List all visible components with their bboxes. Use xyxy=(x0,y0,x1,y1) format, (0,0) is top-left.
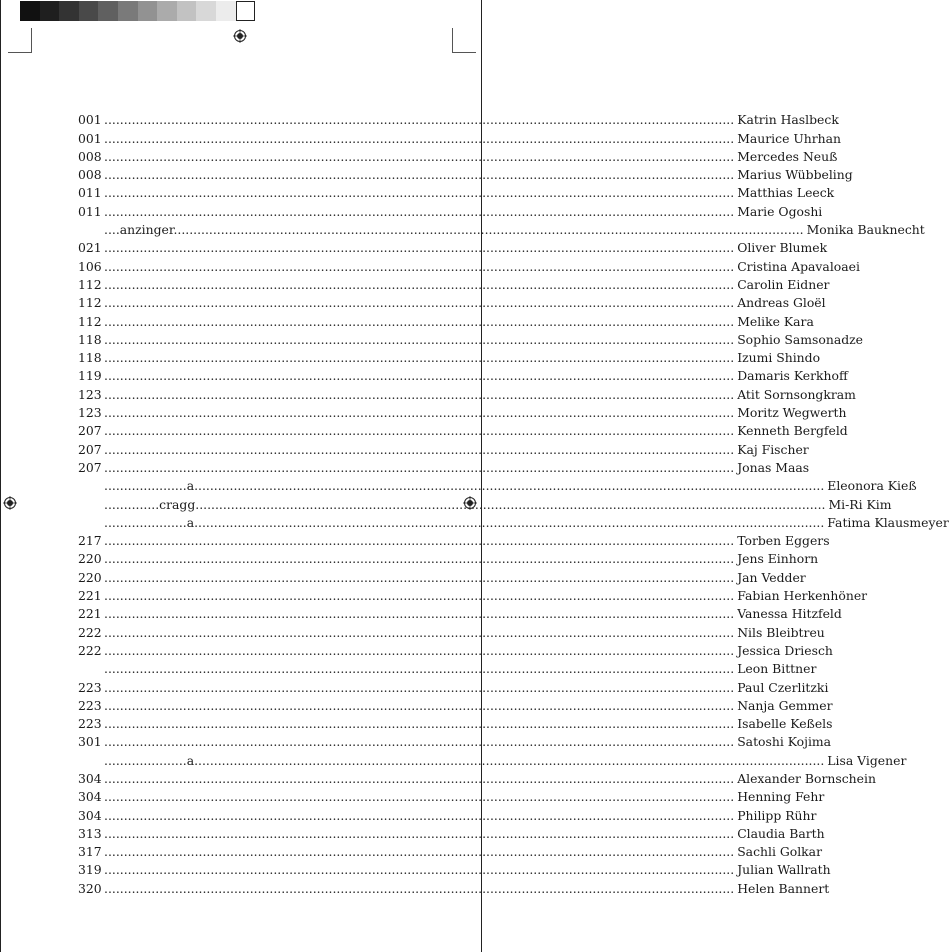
list-item xyxy=(78,731,832,750)
list-item xyxy=(78,621,825,640)
list-item xyxy=(78,127,842,146)
dot-leader: ................................................................................................................................................................ xyxy=(104,130,735,146)
calibration-swatch xyxy=(177,1,197,21)
entry-name: Maurice Uhrhan xyxy=(737,130,842,146)
crop-mark-top-right-h xyxy=(452,52,476,53)
dot-leader: ................................................................................................................................................................ xyxy=(104,569,735,585)
entry-fragment: anzinger xyxy=(119,222,174,238)
list-item xyxy=(78,530,830,549)
list-item xyxy=(78,255,860,274)
entry-number: 106 xyxy=(78,258,102,274)
list-item xyxy=(78,420,848,439)
entry-fragment: a xyxy=(186,514,195,530)
dot-leader: ................................................................................................................................................................ xyxy=(104,167,735,183)
entry-number: 011 xyxy=(78,203,102,219)
calibration-swatch xyxy=(157,1,177,21)
dot-leader: ................................................................................................................................................................ xyxy=(104,276,735,292)
entry-number: 011 xyxy=(78,185,102,201)
entry-number: 319 xyxy=(78,862,102,878)
list-item xyxy=(78,164,853,183)
color-calibration-strip xyxy=(20,1,255,21)
list-item xyxy=(78,658,817,677)
dot-leader: .....................a................................................................................................................................................................ xyxy=(104,478,825,494)
entry-name: Izumi Shindo xyxy=(737,350,821,366)
entry-name: Helen Bannert xyxy=(737,880,830,896)
list-item xyxy=(78,877,830,896)
entry-number: 301 xyxy=(78,734,102,750)
dot-leader: ................................................................................................................................................................ xyxy=(104,606,735,622)
entry-name: Jonas Maas xyxy=(737,459,810,475)
calibration-swatch xyxy=(20,1,40,21)
dot-leader: ................................................................................................................................................................ xyxy=(104,148,735,164)
calibration-swatch xyxy=(98,1,118,21)
entry-number: 304 xyxy=(78,789,102,805)
entry-number: 123 xyxy=(78,386,102,402)
list-item xyxy=(78,310,814,329)
entry-number: 123 xyxy=(78,405,102,421)
list-item xyxy=(78,749,907,768)
entry-name: Oliver Blumek xyxy=(737,240,828,256)
dot-leader: ................................................................................................................................................................ xyxy=(104,789,735,805)
dot-leader: ................................................................................................................................................................ xyxy=(104,441,735,457)
list-item xyxy=(78,274,830,292)
entry-name: Jan Vedder xyxy=(737,569,806,585)
dot-leader: ................................................................................................................................................................ xyxy=(104,313,735,329)
dot-leader: ..............cragg................................................................................................................................................................ xyxy=(104,496,826,512)
dot-leader: ................................................................................................................................................................ xyxy=(104,624,735,640)
crop-mark-top-left-h xyxy=(8,52,32,53)
dot-leader: .....................a................................................................................................................................................................ xyxy=(104,752,825,768)
entry-number: 221 xyxy=(78,606,102,622)
list-item xyxy=(78,585,868,604)
entry-name: Lisa Vigener xyxy=(827,752,907,768)
entry-name: Satoshi Kojima xyxy=(737,734,832,750)
entry-name: Jens Einhorn xyxy=(737,551,819,567)
calibration-swatch xyxy=(40,1,60,21)
list-item xyxy=(78,548,819,567)
dot-leader: ................................................................................................................................................................ xyxy=(104,112,735,128)
list-item xyxy=(78,329,864,347)
dot-leader: ................................................................................................................................................................ xyxy=(104,423,735,439)
entry-number: 119 xyxy=(78,368,102,384)
entry-name: Leon Bittner xyxy=(737,661,817,677)
list-item xyxy=(78,512,949,530)
entry-name: Philipp Rühr xyxy=(737,807,817,823)
page-border-left xyxy=(0,0,1,952)
entry-number: 223 xyxy=(78,697,102,713)
entry-name: Julian Wallrath xyxy=(737,862,831,878)
dot-leader: ................................................................................................................................................................ xyxy=(104,716,735,732)
list-item xyxy=(78,383,856,402)
entry-number: 207 xyxy=(78,441,102,457)
list-item xyxy=(78,438,809,457)
dot-leader: ................................................................................................................................................................ xyxy=(104,880,735,896)
entry-number: 304 xyxy=(78,807,102,823)
dot-leader: ................................................................................................................................................................ xyxy=(104,679,735,695)
dot-leader: ................................................................................................................................................................ xyxy=(104,350,735,366)
entry-name: Sophio Samsonadze xyxy=(737,331,864,347)
entry-number: 320 xyxy=(78,880,102,896)
list-item xyxy=(78,347,821,366)
dot-leader: ................................................................................................................................................................ xyxy=(104,588,735,604)
entry-name: Kaj Fischer xyxy=(737,441,809,457)
dot-leader: ................................................................................................................................................................ xyxy=(104,459,735,475)
dot-leader: ................................................................................................................................................................ xyxy=(104,734,735,750)
entry-name: Nils Bleibtreu xyxy=(737,624,825,640)
registration-mark-left xyxy=(3,496,17,510)
entry-name: Paul Czerlitzki xyxy=(737,679,829,695)
dot-leader: ................................................................................................................................................................ xyxy=(104,405,735,421)
list-item xyxy=(78,713,833,732)
entry-name: Moritz Wegwerth xyxy=(737,405,847,421)
list-item xyxy=(78,566,806,585)
entry-name: Vanessa Hitzfeld xyxy=(737,606,842,622)
entry-name: Kenneth Bergfeld xyxy=(737,423,848,439)
calibration-swatch xyxy=(79,1,99,21)
dot-leader: ................................................................................................................................................................ xyxy=(104,642,735,658)
entry-name: Mercedes Neuß xyxy=(737,148,838,164)
dot-leader: ................................................................................................................................................................ xyxy=(104,203,735,219)
entry-number: 220 xyxy=(78,551,102,567)
dot-leader: ....anzinger................................................................................................................................................................ xyxy=(104,222,804,238)
entry-name: Fabian Herkenhöner xyxy=(737,588,868,604)
calibration-swatch xyxy=(138,1,158,21)
calibration-swatch xyxy=(196,1,216,21)
dot-leader: ................................................................................................................................................................ xyxy=(104,240,735,256)
entry-number: 220 xyxy=(78,569,102,585)
entry-number: 207 xyxy=(78,459,102,475)
entry-number: 223 xyxy=(78,716,102,732)
entry-name: Matthias Leeck xyxy=(737,185,835,201)
dot-leader: ................................................................................................................................................................ xyxy=(104,697,735,713)
entry-name: Eleonora Kieß xyxy=(827,478,917,494)
entry-name: Melike Kara xyxy=(737,313,814,329)
crop-mark-top-left xyxy=(31,28,32,52)
entry-number: 304 xyxy=(78,770,102,786)
dot-leader: ................................................................................................................................................................ xyxy=(104,185,735,201)
entry-number: 207 xyxy=(78,423,102,439)
entry-name: Carolin Eidner xyxy=(737,276,830,292)
entry-name: Henning Fehr xyxy=(737,789,825,805)
entry-number: 008 xyxy=(78,148,102,164)
entry-name: Nanja Gemmer xyxy=(737,697,833,713)
entry-number: 317 xyxy=(78,844,102,860)
entry-number: 221 xyxy=(78,588,102,604)
entry-name: Claudia Barth xyxy=(737,825,825,841)
entry-number: 112 xyxy=(78,295,102,311)
name-index-list xyxy=(78,109,949,896)
entry-name: Fatima Klausmeyer xyxy=(827,514,949,530)
list-item xyxy=(78,676,829,695)
list-item xyxy=(78,804,817,823)
list-item xyxy=(78,603,842,622)
crop-mark-top-right xyxy=(452,28,453,52)
list-item xyxy=(78,109,839,128)
entry-number: 118 xyxy=(78,331,102,347)
entry-number: 313 xyxy=(78,825,102,841)
dot-leader: ................................................................................................................................................................ xyxy=(104,258,735,274)
entry-number: 008 xyxy=(78,167,102,183)
list-item xyxy=(78,237,828,256)
entry-fragment: a xyxy=(186,478,195,494)
list-item xyxy=(78,182,835,201)
entry-number: 217 xyxy=(78,533,102,549)
calibration-swatch xyxy=(236,1,256,21)
entry-number: 118 xyxy=(78,350,102,366)
entry-number: 001 xyxy=(78,130,102,146)
calibration-swatch xyxy=(59,1,79,21)
dot-leader: ................................................................................................................................................................ xyxy=(104,825,735,841)
entry-number: 223 xyxy=(78,679,102,695)
entry-name: Damaris Kerkhoff xyxy=(737,368,848,384)
list-item xyxy=(78,695,833,713)
entry-number: 112 xyxy=(78,276,102,292)
dot-leader: .....................a................................................................................................................................................................ xyxy=(104,514,825,530)
entry-name: Marius Wübbeling xyxy=(737,167,853,183)
entry-name: Katrin Haslbeck xyxy=(737,112,839,128)
list-item xyxy=(78,640,833,658)
entry-name: Marie Ogoshi xyxy=(737,203,823,219)
registration-mark-top xyxy=(233,29,247,43)
calibration-swatch xyxy=(118,1,138,21)
entry-number: 112 xyxy=(78,313,102,329)
dot-leader: ................................................................................................................................................................ xyxy=(104,807,735,823)
dot-leader: ................................................................................................................................................................ xyxy=(104,533,735,549)
dot-leader: ................................................................................................................................................................ xyxy=(104,862,735,878)
entry-name: Jessica Driesch xyxy=(737,642,833,658)
dot-leader: ................................................................................................................................................................ xyxy=(104,844,735,860)
dot-leader: ................................................................................................................................................................ xyxy=(104,661,735,677)
list-item xyxy=(78,786,825,805)
list-item xyxy=(78,200,823,219)
dot-leader: ................................................................................................................................................................ xyxy=(104,770,735,786)
entry-fragment: a xyxy=(186,752,195,768)
list-item xyxy=(78,457,810,475)
list-item xyxy=(78,475,917,494)
list-item xyxy=(78,146,838,164)
dot-leader: ................................................................................................................................................................ xyxy=(104,551,735,567)
entry-number: 222 xyxy=(78,642,102,658)
list-item xyxy=(78,219,925,238)
list-item xyxy=(78,841,822,860)
list-item xyxy=(78,402,847,421)
entry-name: Atit Sornsongkram xyxy=(737,386,856,402)
list-item xyxy=(78,493,892,512)
calibration-swatch xyxy=(216,1,236,21)
dot-leader: ................................................................................................................................................................ xyxy=(104,331,735,347)
list-item xyxy=(78,768,876,786)
entry-fragment: cragg xyxy=(159,496,196,512)
entry-name: Cristina Apavaloaei xyxy=(737,258,860,274)
entry-name: Isabelle Keßels xyxy=(737,716,833,732)
entry-name: Mi-Ri Kim xyxy=(828,496,892,512)
entry-name: Monika Bauknecht xyxy=(806,222,925,238)
list-item xyxy=(78,365,848,384)
entry-number: 001 xyxy=(78,112,102,128)
entry-number: 021 xyxy=(78,240,102,256)
dot-leader: ................................................................................................................................................................ xyxy=(104,386,735,402)
entry-name: Torben Eggers xyxy=(737,533,830,549)
dot-leader: ................................................................................................................................................................ xyxy=(104,295,735,311)
dot-leader: ................................................................................................................................................................ xyxy=(104,368,735,384)
list-item xyxy=(78,823,825,841)
entry-name: Alexander Bornschein xyxy=(737,770,876,786)
entry-name: Sachli Golkar xyxy=(737,844,822,860)
list-item xyxy=(78,859,831,878)
entry-name: Andreas Gloël xyxy=(737,295,826,311)
entry-number: 222 xyxy=(78,624,102,640)
list-item xyxy=(78,292,826,311)
